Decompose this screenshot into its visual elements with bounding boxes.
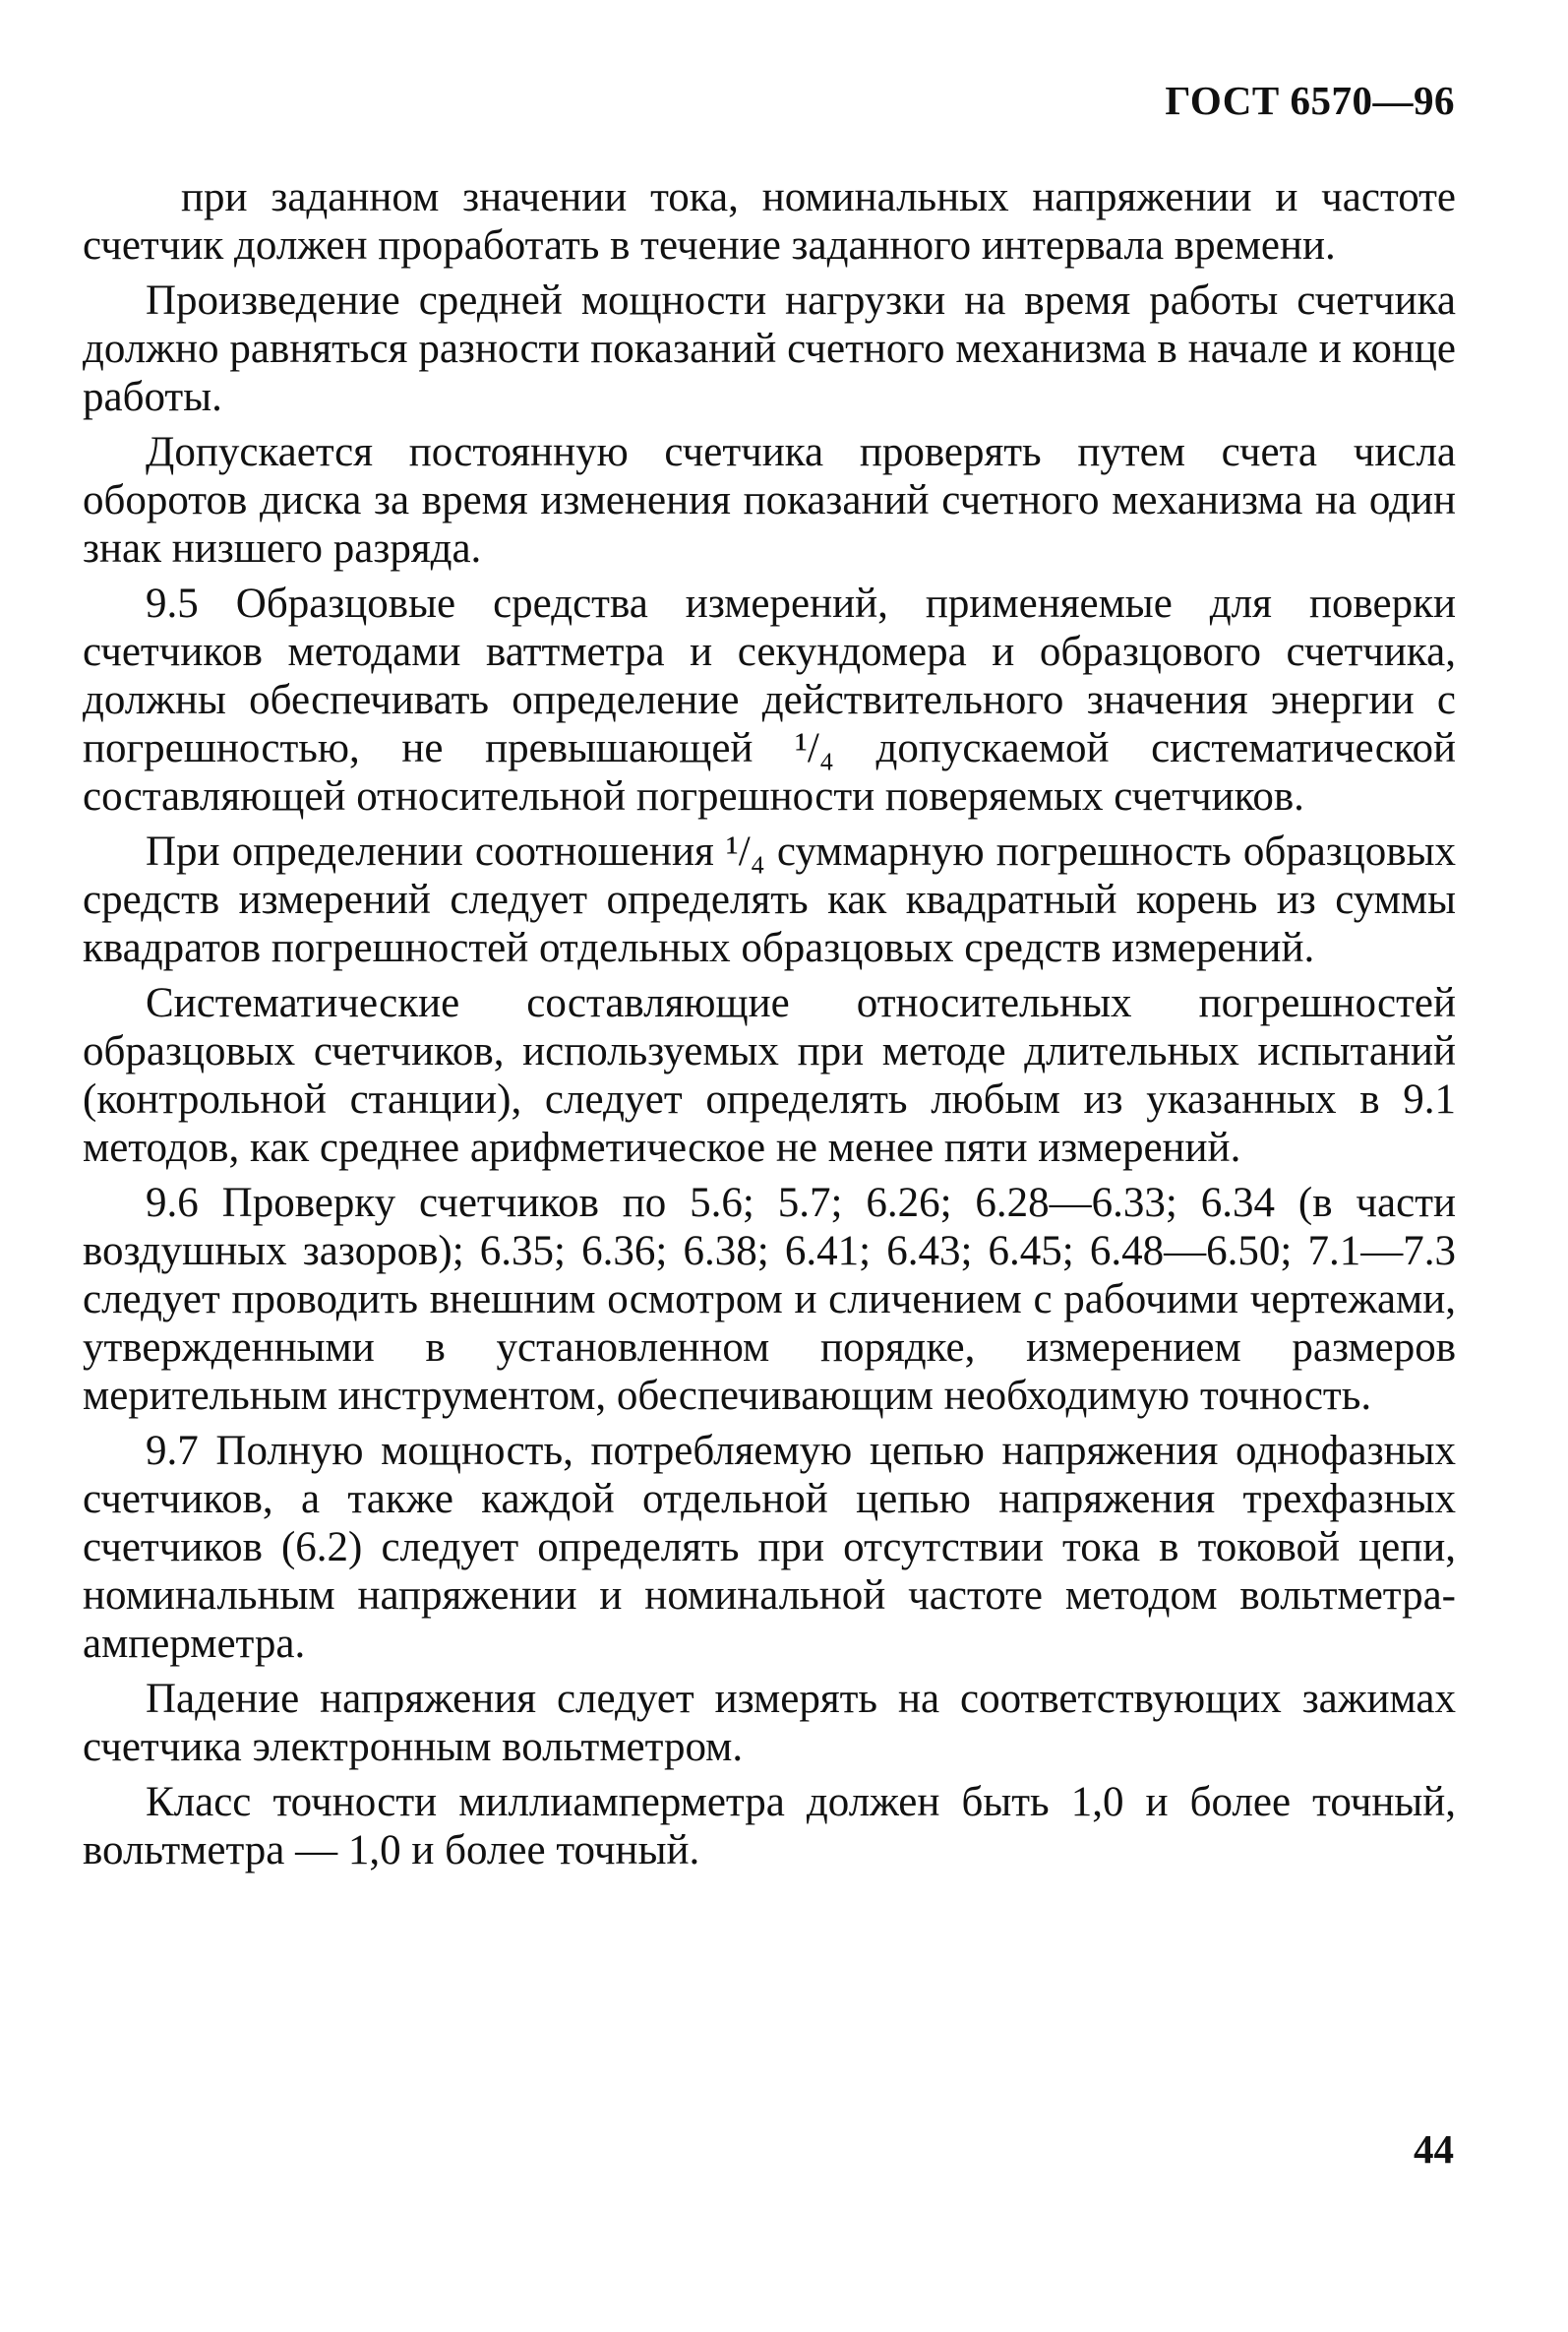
paragraph-accuracy-class: Класс точности миллиамперметра должен быть 1,0 и более точный, вольтметра — 1,0 и более точный.: [83, 1779, 1456, 1873]
paragraph-meter-constant: Допускается постоянную счетчика проверять путем счета числа оборотов диска за время изменения показаний счетного механизма на один знак низшего разряда.: [83, 429, 1456, 572]
paragraph-systematic-components: Систематические составляющие относительных погрешностей образцовых счетчиков, используемых при методе длительных испытаний (контрольной станции), следует определять любым из указанных в 9.1 методов, как среднее арифметическое не менее пяти измерений.: [83, 980, 1456, 1171]
paragraph-power-product: Произведение средней мощности нагрузки на время работы счетчика должно равняться разности показаний счетного механизма в начале и конце работы.: [83, 277, 1456, 420]
paragraph-continuation: при заданном значении тока, номинальных напряжении и частоте счетчик должен проработать в течение заданного интервала времени.: [83, 174, 1456, 269]
document-body: [83, 173, 1456, 1881]
paragraph-9-5: 9.5 Образцовые средства измерений, применяемые для поверки счетчиков методами ваттметра и секундомера и образцового счетчика, должны обеспечивать определение действительного значения энергии с погрешностью, не превышающей ¹/₄ допускаемой систематической составляющей относительной погрешности поверяемых счетчиков.: [83, 581, 1456, 820]
paragraph-voltage-drop: Падение напряжения следует измерять на соответствующих зажимах счетчика электронным вольтметром.: [83, 1676, 1456, 1770]
document-header: ГОСТ 6570—96: [1165, 78, 1455, 123]
paragraph-ratio-quarter: При определении соотношения ¹/₄ суммарную погрешность образцовых средств измерений следует определять как квадратный корень из суммы квадратов погрешностей отдельных образцовых средств измерений.: [83, 828, 1456, 971]
paragraph-9-6: 9.6 Проверку счетчиков по 5.6; 5.7; 6.26; 6.28—6.33; 6.34 (в части воздушных зазоров); 6.35; 6.36; 6.38; 6.41; 6.43; 6.45; 6.48—6.50; 7.1—7.3 следует проводить внешним осмотром и сличением с рабочими чертежами, утвержденными в установленном порядке, измерением размеров мерительным инструментом, обеспечивающим необходимую точность.: [83, 1180, 1456, 1419]
paragraph-9-7: 9.7 Полную мощность, потребляемую цепью напряжения однофазных счетчиков, а также каждой отдельной цепью напряжения трехфазных счетчиков (6.2) следует определять при отсутствии тока в токовой цепи, номинальным напряжении и номинальной частоте методом вольтметра-амперметра.: [83, 1428, 1456, 1667]
page-number: 44: [1414, 2126, 1454, 2172]
